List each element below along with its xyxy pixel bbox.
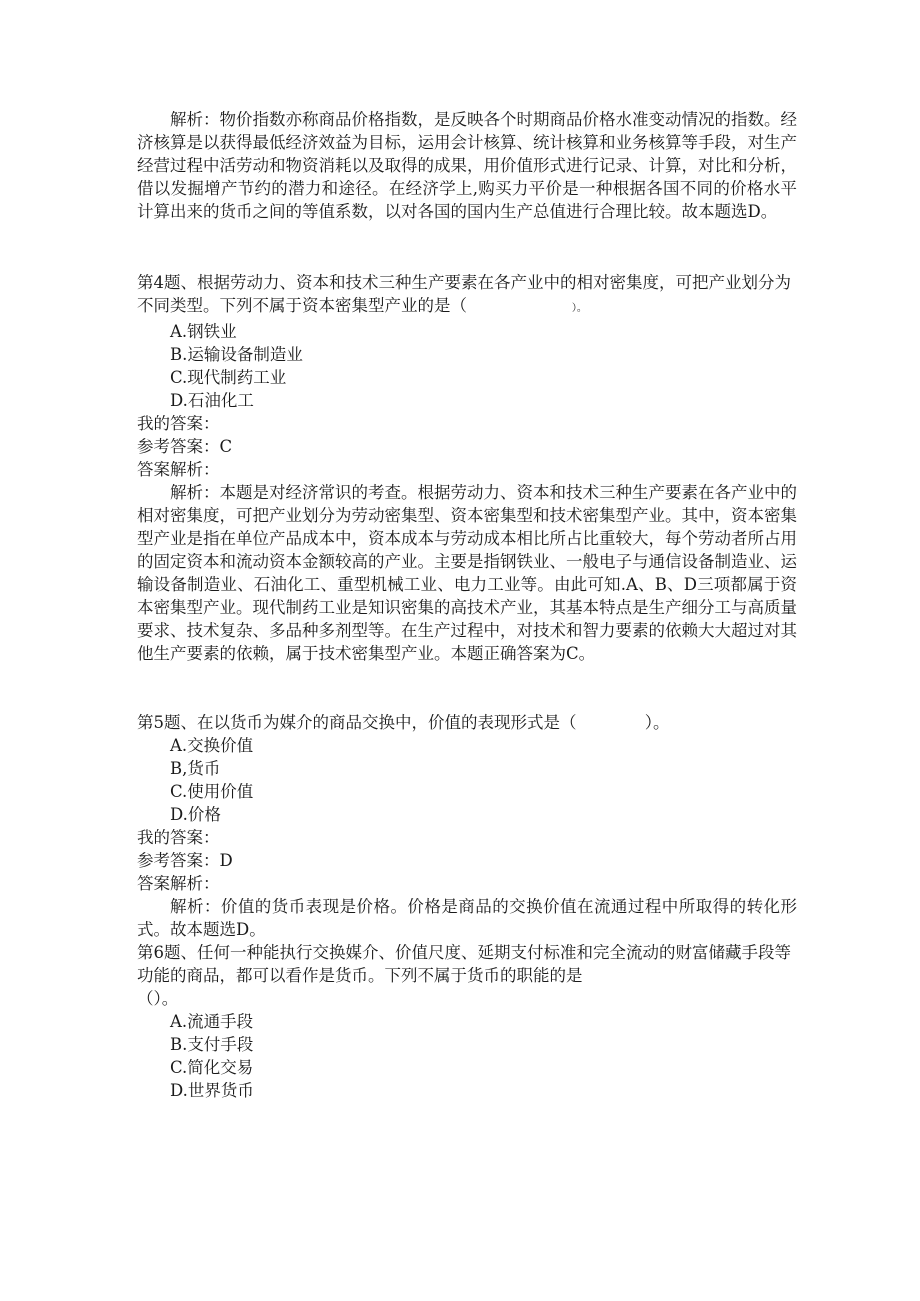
question-6	[137, 941, 797, 1102]
question-5-stem	[137, 711, 797, 734]
question-6-option-b: B.支付手段	[170, 1035, 254, 1054]
question-5	[137, 711, 797, 941]
question-5-analysis-label: 答案解析：	[137, 874, 220, 893]
question-4-option-b: B.运输设备制造业	[170, 345, 303, 364]
answer-blank	[467, 294, 572, 317]
question-6-stem-end: （）。	[137, 989, 179, 1008]
question-4-option-d: D.石油化工	[170, 391, 254, 410]
question-5-my-answer: 我的答案：	[137, 828, 220, 847]
question-5-option-a: A.交换价值	[170, 736, 254, 755]
question-5-reference-answer: 参考答案：D	[137, 851, 233, 870]
question-5-option-d: D.价格	[170, 805, 221, 824]
question-4-option-c: C.现代制药工业	[170, 368, 287, 387]
question-6-option-c: C.简化交易	[170, 1058, 254, 1077]
question-5-option-c: C.使用价值	[170, 782, 254, 801]
question-4-analysis-label: 答案解析：	[137, 460, 220, 479]
spacer	[137, 223, 797, 271]
answer-blank	[577, 711, 645, 734]
question-5-option-b: B,货币	[170, 759, 221, 778]
section1-explanation: 解析：物价指数亦称商品价格指数，是反映各个时期商品价格水准变动情况的指数。经济核算是以获得最低经济效益为目标，运用会计核算、统计核算和业务核算等手段，对生产经营过程中活劳动和物资消耗以及取得的成果，用价值形式进行记录、计算，对比和分析，借以发掘增产节约的潜力和途径。在经济学上,购买力平价是一种根据各国不同的价格水平计算出来的货币之间的等值系数，以对各国的国内生产总值进行合理比较。故本题选D。	[137, 110, 797, 221]
question-4-stem-text: 第4题、根据劳动力、资本和技术三种生产要素在各产业中的相对密集度，可把产业划分为不同类型。下列不属于资本密集型产业的是（	[137, 273, 791, 315]
document-page	[137, 108, 797, 1102]
question-4-stem	[137, 271, 797, 320]
question-4-option-a: A.钢铁业	[170, 322, 237, 341]
question-4-reference-answer: 参考答案：C	[137, 437, 233, 456]
question-5-stem-end: ）。	[644, 713, 670, 732]
question-4-stem-end: ）。	[571, 303, 587, 314]
question-6-option-a: A.流通手段	[170, 1012, 254, 1031]
question-4-analysis: 解析：本题是对经济常识的考查。根据劳动力、资本和技术三种生产要素在各产业中的相对密集度，可把产业划分为劳动密集型、资本密集型和技术密集型产业。其中，资本密集型产业是指在单位产品成本中，资本成本与劳动成本相比所占比重较大，每个劳动者所占用的固定资本和流动资本金额较高的产业。主要是指钢铁业、一般电子与通信设备制造业、运输设备制造业、石油化工、重型机械工业、电力工业等。由此可知.A、B、D三项都属于资本密集型产业。现代制药工业是知识密集的高技术产业，其基本特点是生产细分工与高质量要求、技术复杂、多品种多剂型等。在生产过程中，对技术和智力要素的依赖大大超过对其他生产要素的依赖，属于技术密集型产业。本题正确答案为C。	[137, 483, 797, 663]
question-4	[137, 271, 797, 665]
question-6-option-d: D.世界货币	[170, 1081, 254, 1100]
spacer	[137, 665, 797, 711]
question-5-analysis: 解析：价值的货币表现是价格。价格是商品的交换价值在流通过程中所取得的转化形式。故本题选D。	[137, 897, 797, 939]
question-5-stem-text: 第5题、在以货币为媒介的商品交换中，价值的表现形式是（	[137, 713, 577, 732]
question-4-my-answer: 我的答案：	[137, 414, 220, 433]
question-6-stem: 第6题、任何一种能执行交换媒介、价值尺度、延期支付标准和完全流动的财富储藏手段等功能的商品，都可以看作是货币。下列不属于货币的职能的是	[137, 943, 791, 985]
